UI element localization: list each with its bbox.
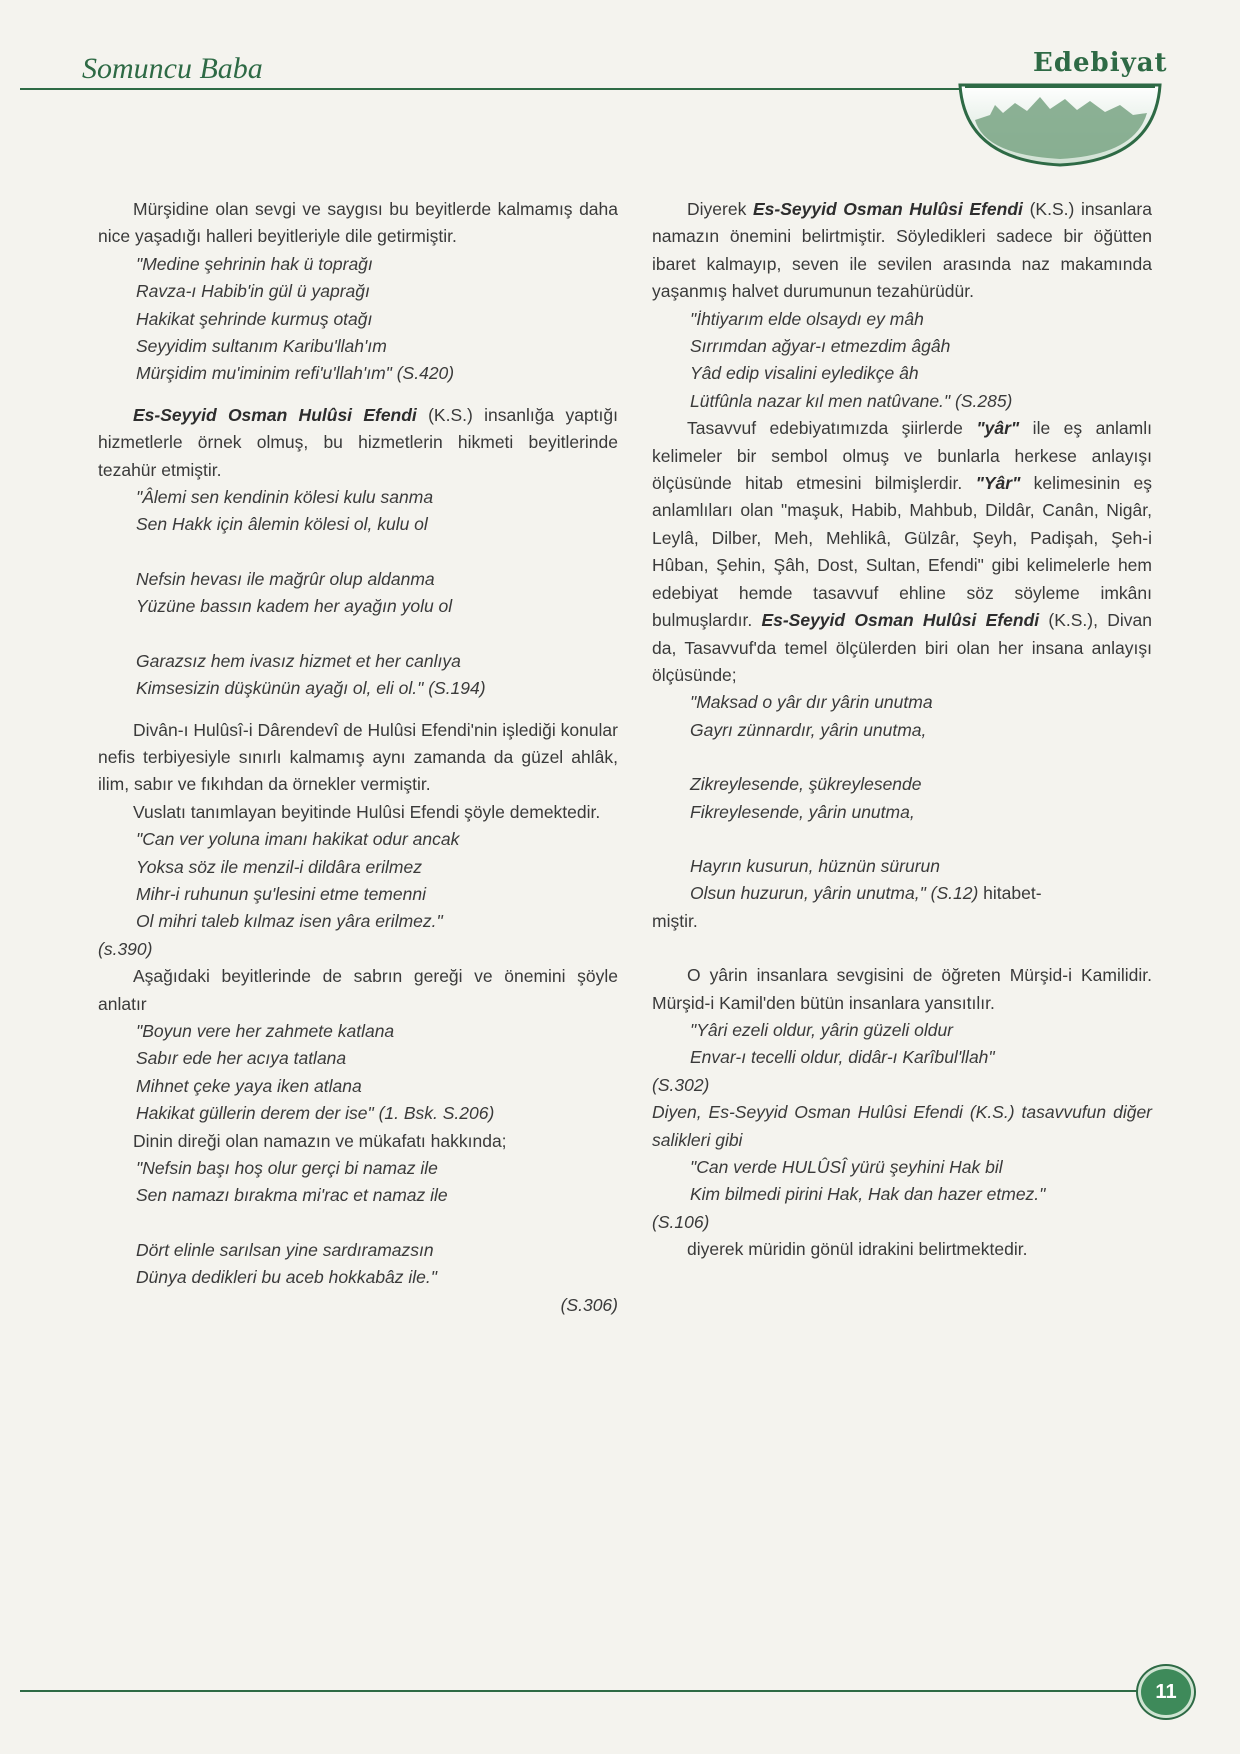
paragraph: Diyen, Es-Seyyid Osman Hulûsi Efendi (K.S.) tasavvufun diğer salikleri gibi xyxy=(652,1102,1152,1150)
verse-block xyxy=(98,484,618,702)
paragraph: Dinin direği olan namazın ve mükafatı hakkında; xyxy=(133,1130,507,1151)
verse-block xyxy=(98,251,618,388)
verse-block xyxy=(652,689,1152,907)
paragraph: Mürşidine olan sevgi ve saygısı bu beyitlerde kalmamış daha nice yaşadığı halleri beyitleriyle dile getirmiştir. xyxy=(98,199,618,247)
verse-line: Fikreylesende, yârin unutma, xyxy=(690,801,915,822)
verse-line: Seyyidim sultanım Karibu'llah'ım xyxy=(136,336,387,357)
author-name: Es-Seyyid Osman Hulûsi Efendi xyxy=(761,610,1040,631)
verse-line: Dünya dedikleri bu aceb hokkabâz ile." xyxy=(136,1267,437,1288)
paragraph: Tasavvuf edebiyatımızda şiirlerde "yâr" ile eş anlamlı kelimeler bir sembol olmuş ve bunlarla herkese anlayışı ölçüsünde hitab etmesini bilmişlerdir. "Yâr" kelimesinin eş anlamlıları olan "maşuk, Habib, Mahbub, Dildâr, Canân, Nigâr, Leylâ, Dilber, Meh, Mehlikâ, Gülzâr, Şeyh, Padişah, Şeh-i Hûban, Şehin, Şâh, Dost, Sultan, Efendi" gibi kelimelerle hem edebiyat hemde tasavvuf ehline söz söyleme imkânı bulmuşlardır. Es-Seyyid Osman Hulûsi Efendi (K.S.), Divan da, Tasavvuf'da temel ölçülerden biri olan her insana anlayışı ölçüsünde; xyxy=(652,418,1152,685)
verse-line: Mürşidim mu'iminim refi'u'llah'ım" (S.420) xyxy=(136,363,455,384)
author-name: Es-Seyyid Osman Hulûsi Efendi xyxy=(133,404,417,425)
verse-line: "Maksad o yâr dır yârin unutma xyxy=(690,692,933,713)
page-reference: (S.306) xyxy=(560,1294,618,1315)
magazine-title: Somuncu Baba xyxy=(82,52,263,85)
verse-line: Hakikat güllerin derem der ise" (1. Bsk. S.206) xyxy=(136,1103,495,1124)
verse-block xyxy=(652,1017,1152,1072)
verse-line: "Can ver yoluna imanı hakikat odur ancak xyxy=(136,829,460,850)
verse-line: Envar-ı tecelli oldur, didâr-ı Karîbul'llah" xyxy=(690,1047,995,1068)
paragraph: Aşağıdaki beyitlerinde de sabrın gereği ve önemini şöyle anlatır xyxy=(98,966,618,1014)
right-column xyxy=(652,196,1152,1264)
page-reference: (S.302) xyxy=(652,1074,710,1095)
verse-line: Mihnet çeke yaya iken atlana xyxy=(136,1075,362,1096)
verse-line: Kim bilmedi pirini Hak, Hak dan hazer etmez." xyxy=(690,1184,1046,1205)
page-number: 11 xyxy=(1138,1666,1194,1718)
verse-line: Sabır ede her acıya tatlana xyxy=(136,1048,347,1069)
section-title: Edebiyat xyxy=(1033,48,1168,78)
paragraph: miştir. xyxy=(652,910,698,931)
author-name: Es-Seyyid Osman Hulûsi Efendi xyxy=(752,199,1023,219)
verse-line: Nefsin hevası ile mağrûr olup aldanma xyxy=(136,568,435,589)
paragraph: Vuslatı tanımlayan beyitinde Hulûsi Efendi şöyle demektedir. xyxy=(133,801,601,822)
verse-line: "Nefsin başı hoş olur gerçi bi namaz ile xyxy=(136,1158,438,1178)
verse-line: Sen Hakk için âlemin kölesi ol, kulu ol xyxy=(136,514,428,535)
verse-line: Zikreylesende, şükreylesende xyxy=(690,774,922,795)
verse-line: Olsun huzurun, yârin unutma," (S.12) hitabet- xyxy=(690,883,1042,904)
page-reference: (S.106) xyxy=(652,1211,710,1232)
page-reference: (s.390) xyxy=(98,938,153,959)
verse-line: Mihr-i ruhunun şu'lesini etme temenni xyxy=(136,883,426,904)
footer-rule xyxy=(20,1690,1150,1692)
verse-line: "Medine şehrinin hak ü toprağı xyxy=(136,253,373,274)
paragraph: O yârin insanlara sevgisini de öğreten Mürşid-i Kamilidir. Mürşid-i Kamil'den bütün insanlara yansıtılır. xyxy=(652,965,1152,1013)
paragraph: diyerek müridin gönül idrakini belirtmektedir. xyxy=(687,1239,1028,1260)
verse-line: Garazsız hem ivasız hizmet et her canlıya xyxy=(136,650,461,671)
verse-line: "Can verde HULÛSÎ yürü şeyhini Hak bil xyxy=(690,1157,1003,1177)
header-rule xyxy=(20,88,1020,90)
verse-line: "İhtiyarım elde olsaydı ey mâh xyxy=(690,308,924,329)
paragraph: Diyerek Es-Seyyid Osman Hulûsi Efendi (K.S.) insanlara namazın önemini belirtmiştir. Söyledikleri sadece bir öğütten ibaret kalmayıp, seven ile sevilen arasında naz makamında yaşanmış halvet durumunun tezahürüdür. xyxy=(652,199,1152,302)
verse-line: Hakikat şehrinde kurmuş otağı xyxy=(136,308,373,329)
verse-line: Ravza-ı Habib'in gül ü yaprağı xyxy=(136,281,370,302)
verse-block xyxy=(652,306,1152,416)
verse-line: Ol mihri taleb kılmaz isen yâra erilmez." xyxy=(136,911,443,932)
verse-line: "Boyun vere her zahmete katlana xyxy=(136,1020,395,1041)
verse-line: Gayrı zünnardır, yârin unutma, xyxy=(690,719,927,740)
verse-block xyxy=(98,1018,618,1128)
verse-line: "Yâri ezeli oldur, yârin güzeli oldur xyxy=(690,1019,954,1040)
verse-line: Sırrımdan ağyar-ı etmezdim âgâh xyxy=(690,336,951,357)
left-column xyxy=(98,196,618,1319)
verse-block xyxy=(652,1154,1152,1209)
verse-line: Yâd edip visalini eyledikçe âh xyxy=(690,363,919,384)
skyline-emblem-icon xyxy=(955,75,1165,170)
verse-line: Kimsesizin düşkünün ayağı ol, eli ol." (S.194) xyxy=(136,678,486,699)
verse-line: "Âlemi sen kendinin kölesi kulu sanma xyxy=(136,487,434,508)
verse-line: Yüzüne bassın kadem her ayağın yolu ol xyxy=(136,596,453,617)
verse-block xyxy=(98,826,618,936)
verse-line: Hayrın kusurun, hüznün sürurun xyxy=(690,855,940,876)
verse-line: Yoksa söz ile menzil-i dildâra erilmez xyxy=(136,856,422,877)
verse-line: Dört elinle sarılsan yine sardıramazsın xyxy=(136,1239,434,1260)
paragraph: Divân-ı Hulûsî-i Dârendevî de Hulûsi Efendi'nin işlediği konular nefis terbiyesiyle sınırlı kalmamış aynı zamanda da güzel ahlâk, ilim, sabır ve fıkıhdan da örnekler vermiştir. xyxy=(98,719,618,795)
verse-line: Sen namazı bırakma mi'rac et namaz ile xyxy=(136,1185,448,1206)
paragraph: Es-Seyyid Osman Hulûsi Efendi (K.S.) insanlığa yaptığı hizmetlerle örnek olmuş, bu hizmetlerin hikmeti beyitlerinde tezahür etmiştir. xyxy=(98,404,618,480)
verse-line: Lütfûnla nazar kıl men natûvane." (S.285) xyxy=(690,390,1013,411)
verse-block xyxy=(98,1155,618,1292)
